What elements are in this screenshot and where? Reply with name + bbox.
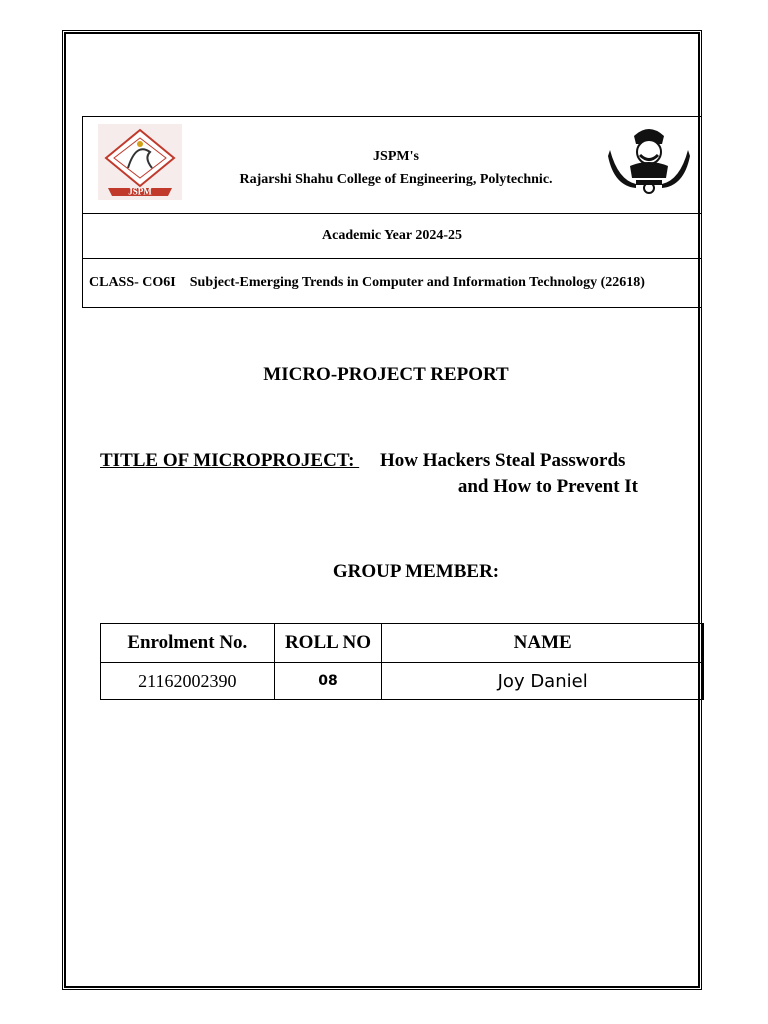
col-header-enrolment: Enrolment No. xyxy=(101,624,275,663)
class-subject-line xyxy=(89,275,699,291)
microproject-label: TITLE OF MICROPROJECT: xyxy=(100,450,360,471)
enrolment-cell: 21162002390 xyxy=(101,663,275,700)
col-header-roll: ROLL NO xyxy=(274,624,382,663)
members-header-row xyxy=(101,624,704,663)
microproject-title-line1: How Hackers Steal Passwords xyxy=(380,450,626,471)
roll-cell: 08 xyxy=(274,663,382,700)
col-header-name: NAME xyxy=(382,624,704,663)
class-label: CLASS- CO6I xyxy=(89,275,176,290)
name-cell: Joy Daniel xyxy=(382,663,704,700)
college-name: Rajarshi Shahu College of Engineering, Polytechnic. xyxy=(239,172,553,187)
college-heading xyxy=(190,145,602,191)
jspm-logo-text: JSPM xyxy=(128,186,152,197)
group-member-heading: GROUP MEMBER: xyxy=(332,561,500,582)
table-row xyxy=(101,663,704,700)
microproject-title-line2: and How to Prevent It xyxy=(457,476,638,497)
org-name: JSPM's xyxy=(373,149,419,164)
shahu-maharaj-emblem-icon xyxy=(606,122,692,196)
subject-label: Subject-Emerging Trends in Computer and Information Technology (22618) xyxy=(189,275,645,290)
jspm-logo-icon xyxy=(98,124,182,200)
members-table xyxy=(100,623,704,700)
table-right-edge xyxy=(701,623,704,699)
academic-year: Academic Year 2024-25 xyxy=(322,228,462,243)
report-title: MICRO-PROJECT REPORT xyxy=(263,364,509,385)
